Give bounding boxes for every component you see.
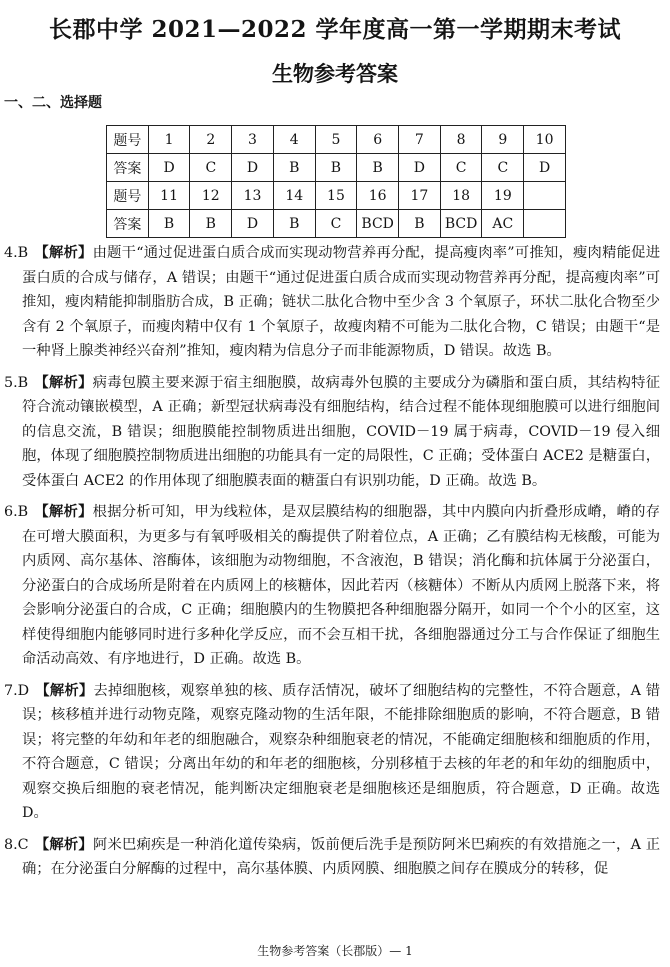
table-cell: 18	[440, 182, 482, 210]
table-cell: B	[273, 154, 315, 182]
table-cell: B	[399, 210, 441, 238]
answer-item-4	[4, 241, 660, 364]
table-cell: B	[273, 210, 315, 238]
answer-number: 5.B	[4, 374, 29, 391]
table-row	[107, 126, 566, 154]
table-cell: 12	[190, 182, 232, 210]
table-cell: 11	[148, 182, 190, 210]
table-cell: AC	[482, 210, 524, 238]
answer-item-5	[4, 371, 660, 494]
answer-number: 7.D	[4, 682, 30, 699]
table-cell: BCD	[357, 210, 399, 238]
analysis-tag: 【解析】	[34, 836, 93, 853]
answer-item-6	[4, 500, 660, 672]
table-cell: 1	[148, 126, 190, 154]
table-cell: 17	[399, 182, 441, 210]
analysis-tag: 【解析】	[34, 374, 93, 391]
table-row	[107, 210, 566, 238]
analysis-tag: 【解析】	[34, 504, 93, 520]
table-cell: 5	[315, 126, 357, 154]
table-cell: 2	[190, 126, 232, 154]
table-cell: B	[315, 154, 357, 182]
table-cell: 9	[482, 126, 524, 154]
table-cell: B	[148, 210, 190, 238]
answer-text: 去掉细胞核，观察单独的核、质存活情况，破坏了细胞结构的完整性，不符合题意，A 错误；核移植并进行动物克隆，观察克隆动物的生活年限，不能排除细胞质的影响，不符合题意，B 错误；将完整的年幼和年老的细胞融合，观察杂种细胞衰老的情况，不能确定细胞核和细胞质的作用，不符合题意，C 错误；分离出年幼的和年老的细胞核，分别移植于去核的年老的和年幼的细胞质中，观察交换后细胞的衰老情况，能判断决定细胞衰老是细胞核还是细胞质，符合题意，D 正确。故选 D。	[22, 682, 660, 821]
answer-item-7	[4, 679, 660, 826]
page-subtitle: 生物参考答案	[272, 61, 398, 86]
table-cell: 4	[273, 126, 315, 154]
table-cell: 15	[315, 182, 357, 210]
answer-number: 8.C	[4, 836, 29, 853]
table-cell: 7	[399, 126, 441, 154]
table-cell: C	[482, 154, 524, 182]
table-cell: 13	[232, 182, 274, 210]
row-header-cell: 题号	[107, 126, 149, 154]
table-cell: D	[232, 210, 274, 238]
answer-key-table	[106, 125, 566, 238]
table-cell: 14	[273, 182, 315, 210]
answer-number: 6.B	[4, 504, 29, 520]
table-cell: C	[440, 154, 482, 182]
table-cell: 8	[440, 126, 482, 154]
table-cell: D	[524, 154, 566, 182]
answer-text: 根据分析可知，甲为线粒体，是双层膜结构的细胞器，其中内膜向内折叠形成嵴，嵴的存在可增大膜面积，为更多与有氧呼吸相关的酶提供了附着位点，A 正确；乙有膜结构无核酸，可能为内质网、高尔基体、溶酶体，该细胞为动物细胞，不含液泡，B 错误；消化酶和抗体属于分泌蛋白，分泌蛋白的合成场所是附着在内质网上的核糖体，因此若丙（核糖体）不断从内质网上脱落下来，将会影响分泌蛋白的合成，C 正确；细胞膜内的生物膜把各种细胞器分隔开，如同一个个小的区室，这样使得细胞内能够同时进行多种化学反应，而不会互相干扰，各细胞器通过分工与合作保证了细胞生命活动高效、有序地进行，D 正确。故选 B。	[22, 504, 660, 667]
table-cell: D	[399, 154, 441, 182]
table-cell: 6	[357, 126, 399, 154]
table-cell: 3	[232, 126, 274, 154]
table-cell: B	[190, 210, 232, 238]
table-cell: C	[315, 210, 357, 238]
page-footer: 生物参考答案（长郡版）— 1	[257, 944, 413, 958]
table-cell	[524, 182, 566, 210]
answer-text: 病毒包膜主要来源于宿主细胞膜，故病毒外包膜的主要成分为磷脂和蛋白质，其结构特征符合流动镶嵌模型，A 正确；新型冠状病毒没有细胞结构，结合过程不能体现细胞膜可以进行细胞间的信息交流，B 错误；细胞膜能控制物质进出细胞，COVID－19 属于病毒，COVID－19 侵入细胞，体现了细胞膜控制物质进出细胞的功能具有一定的局限性，C 正确；受体蛋白 ACE2 是糖蛋白，受体蛋白 ACE2 的作用体现了细胞膜表面的糖蛋白有识别功能，D 正确。故选 B。	[22, 374, 660, 489]
answer-explanations	[4, 241, 660, 935]
answer-number: 4.B	[4, 245, 29, 261]
table-cell: 19	[482, 182, 524, 210]
table-cell: D	[148, 154, 190, 182]
table-row	[107, 154, 566, 182]
table-cell: 10	[524, 126, 566, 154]
row-header-cell: 题号	[107, 182, 149, 210]
answer-text: 由题干“通过促进蛋白质合成而实现动物营养再分配，提高瘦肉率”可推知，瘦肉精能促进蛋白质的合成与储存，A 错误；由题干“通过促进蛋白质合成而实现动物营养再分配，提高瘦肉率”可推知，瘦肉精能抑制脂肪合成，B 正确；链状二肽化合物中至少含 3 个氧原子，环状二肽化合物至少含有 2 个氧原子，而瘦肉精中仅有 1 个氧原子，故瘦肉精不可能为二肽化合物，C 错误；由题干“是一种肾上腺类神经兴奋剂”推知，瘦肉精为信息分子而非能源物质，D 错误。故选 B。	[22, 245, 660, 359]
analysis-tag: 【解析】	[34, 245, 93, 261]
table-cell: D	[232, 154, 274, 182]
table-row	[107, 182, 566, 210]
page-title: 长郡中学 2021—2022 学年度高一第一学期期末考试	[48, 16, 622, 43]
answer-text: 阿米巴痢疾是一种消化道传染病，饭前便后洗手是预防阿米巴痢疾的有效措施之一，A 正确；在分泌蛋白分解酶的过程中，高尔基体膜、内质网膜、细胞膜之间存在膜成分的转移，促	[22, 836, 660, 877]
row-header-cell: 答案	[107, 154, 149, 182]
table-cell: C	[190, 154, 232, 182]
table-cell	[524, 210, 566, 238]
answer-item-8	[4, 833, 660, 882]
table-cell: 16	[357, 182, 399, 210]
section-heading: 一、二、选择题	[4, 95, 102, 111]
analysis-tag: 【解析】	[35, 682, 94, 699]
row-header-cell: 答案	[107, 210, 149, 238]
table-cell: B	[357, 154, 399, 182]
table-cell: BCD	[440, 210, 482, 238]
